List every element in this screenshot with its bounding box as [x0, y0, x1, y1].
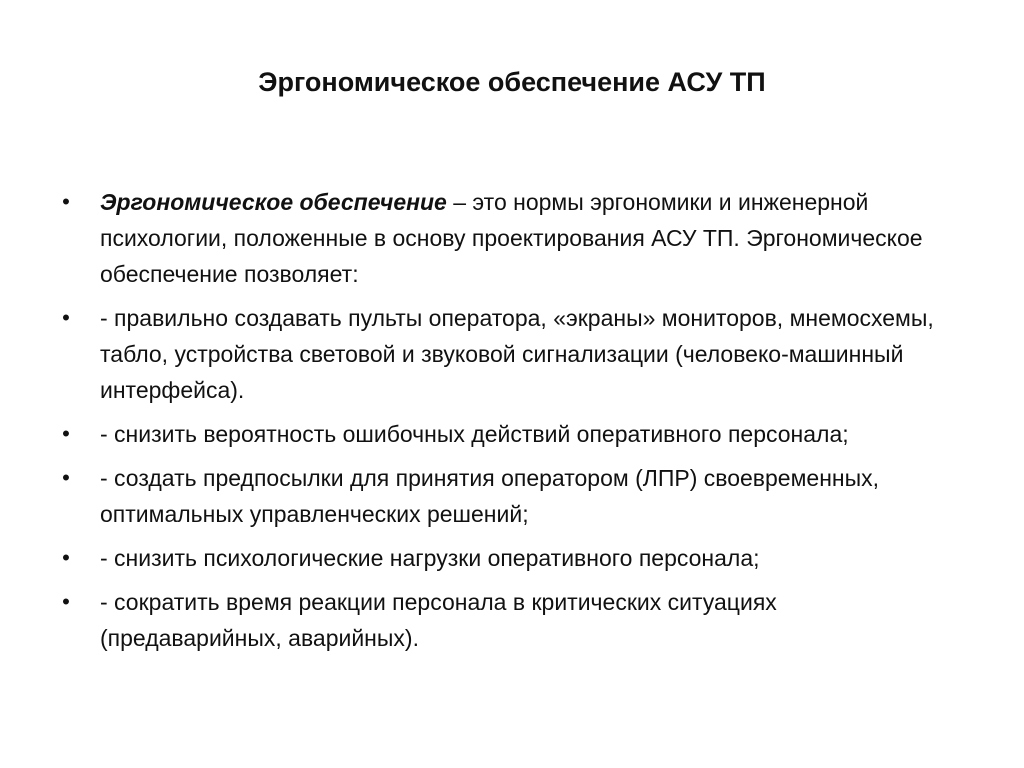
bullet-text: - сократить время реакции персонала в критических ситуациях (предаварийных, аварийных).: [100, 589, 777, 651]
bullet-icon: •: [62, 465, 70, 490]
bullet-item-decisions: [56, 460, 956, 532]
definition-term: Эргономическое обеспечение: [100, 189, 447, 215]
bullet-text: - снизить вероятность ошибочных действий оперативного персонала;: [100, 421, 849, 447]
slide-title: Эргономическое обеспечение АСУ ТП: [258, 67, 766, 97]
bullet-text: - снизить психологические нагрузки оперативного персонала;: [100, 545, 760, 571]
bullet-item-definition: [56, 184, 956, 292]
bullet-item-reaction: [56, 584, 956, 656]
bullet-item-errors: [56, 416, 956, 452]
definition-text: – это нормы эргономики и инженерной психологии, положенные в основу проектирования АСУ ТП. Эргономическое обеспечение позволяет:: [100, 189, 923, 287]
bullet-icon: •: [62, 421, 70, 446]
bullet-icon: •: [62, 545, 70, 570]
bullet-icon: •: [62, 589, 70, 614]
bullet-item-load: [56, 540, 956, 576]
bullet-text: - создать предпосылки для принятия оператором (ЛПР) своевременных, оптимальных управленческих решений;: [100, 465, 880, 527]
bullet-icon: •: [62, 189, 70, 214]
bullet-list: [56, 184, 956, 656]
bullet-text: - правильно создавать пульты оператора, «экраны» мониторов, мнемосхемы, табло, устройства световой и звуковой сигнализации (человеко-машинный интерфейса).: [100, 305, 934, 403]
bullet-icon: •: [62, 305, 70, 330]
bullet-item-consoles: [56, 300, 956, 408]
